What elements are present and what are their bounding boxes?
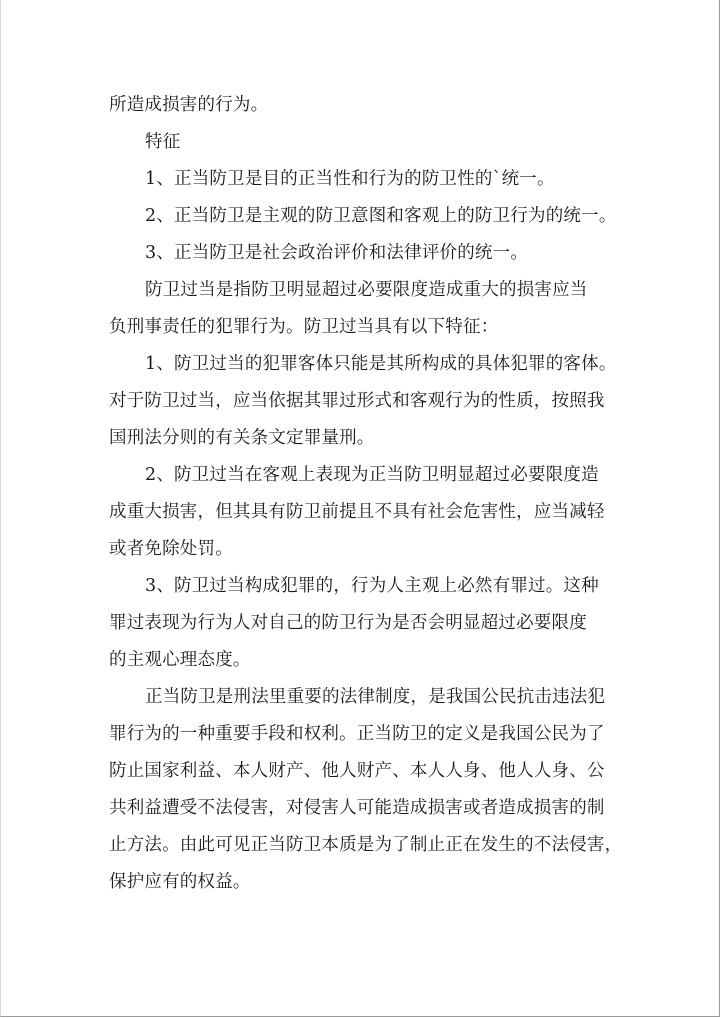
text-line-6: 防卫过当是指防卫明显超过必要限度造成重大的损害应当 [145, 280, 588, 300]
text-line-12: 成重大损害，但其具有防卫前提且不具有社会危害性，应当减轻 [109, 502, 605, 522]
text-line-5: 3、正当防卫是社会政治评价和法律评价的统一。 [145, 243, 529, 263]
text-line-10: 国刑法分则的有关条文定罪量刑。 [109, 428, 375, 448]
text-line-15: 罪过表现为行为人对自己的防卫行为是否会明显超过必要限度 [109, 613, 587, 633]
document-body [109, 87, 629, 901]
text-line-3: 1、正当防卫是目的正当性和行为的防卫性的`统一。 [145, 169, 555, 189]
text-line-21: 止方法。由此可见正当防卫本质是为了制止正在发生的不法侵害， [109, 835, 623, 855]
text-line-14: 3、防卫过当构成犯罪的，行为人主观上必然有罪过。这种 [145, 576, 599, 596]
text-line-8: 1、防卫过当的犯罪客体只能是其所构成的具体犯罪的客体。 [145, 354, 617, 374]
text-line-7: 负刑事责任的犯罪行为。防卫过当具有以下特征： [109, 317, 499, 337]
text-line-19: 防止国家利益、本人财产、他人财产、本人人身、他人人身、公 [109, 761, 605, 781]
text-line-18: 罪行为的一种重要手段和权利。正当防卫的定义是我国公民为了 [109, 724, 605, 744]
heading-features: 特征 [145, 132, 181, 152]
text-line-20: 共利益遭受不法侵害，对侵害人可能造成损害或者造成损害的制 [109, 798, 605, 818]
text-line-16: 的主观心理态度。 [109, 650, 251, 670]
text-line-17: 正当防卫是刑法里重要的法律制度，是我国公民抗击违法犯 [145, 687, 606, 707]
text-line-13: 或者免除处罚。 [109, 539, 233, 559]
text-line-22: 保护应有的权益。 [109, 872, 251, 892]
text-line-4: 2、正当防卫是主观的防卫意图和客观上的防卫行为的统一。 [145, 206, 617, 226]
text-line-9: 对于防卫过当，应当依据其罪过形式和客观行为的性质，按照我 [109, 391, 605, 411]
text-line-11: 2、防卫过当在客观上表现为正当防卫明显超过必要限度造 [145, 465, 599, 485]
text-line-1: 所造成损害的行为。 [109, 95, 269, 115]
